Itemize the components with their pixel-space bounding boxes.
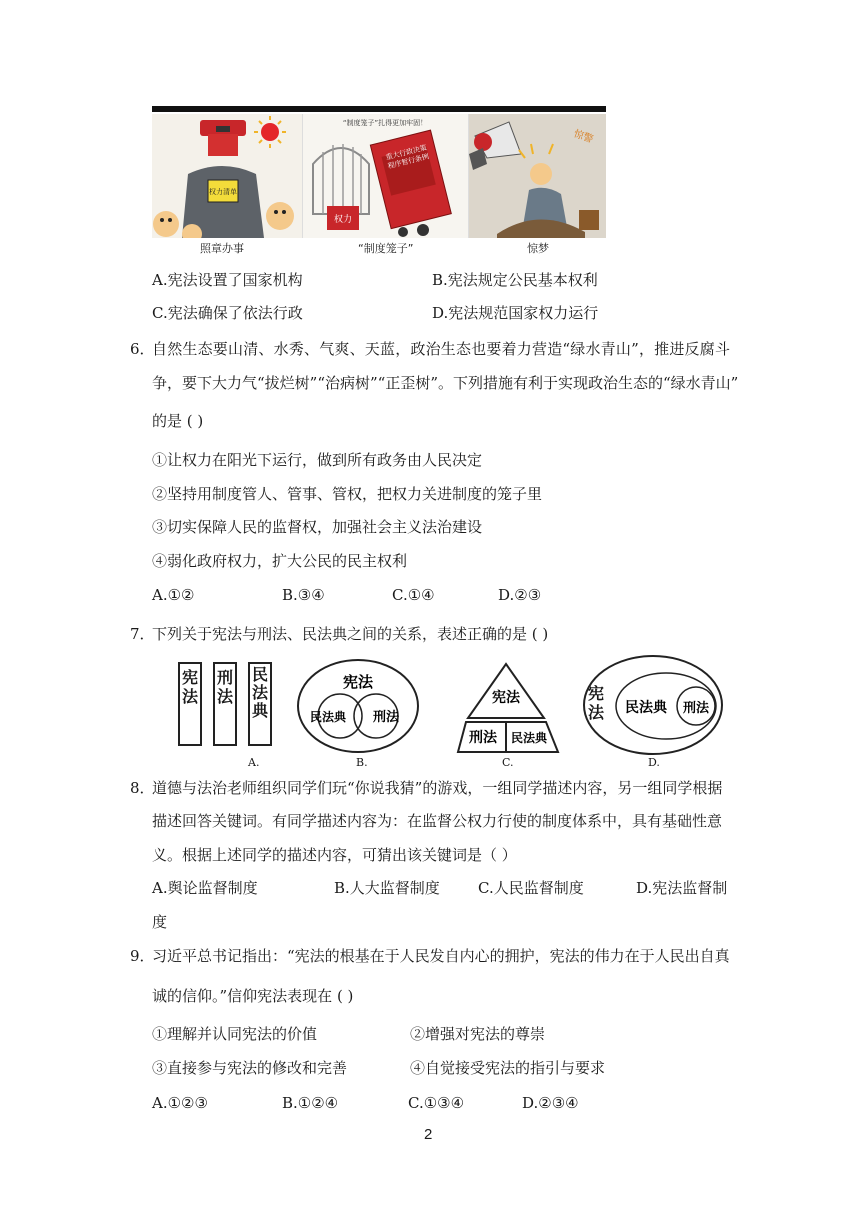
nightmare-illustration (469, 114, 606, 238)
q5-option-b[interactable]: B.宪法规定公民基本权利 (432, 271, 598, 289)
caption-2: “制度笼子” (358, 242, 414, 255)
diagram-c (456, 660, 560, 754)
q6-item-4: ④弱化政府权力，扩大公民的民主权利 (152, 552, 408, 570)
q9-item-1: ①理解并认同宪法的价值 (152, 1025, 318, 1043)
q9-option-d[interactable]: D.②③④ (522, 1094, 579, 1112)
q8-option-d-overflow: 度 (152, 913, 168, 931)
diagram-a-box-2: 刑法 (213, 662, 237, 746)
cartoon-top-bar (152, 106, 606, 112)
caption-3: 惊梦 (527, 242, 549, 255)
q6-option-a[interactable]: A.①② (152, 586, 195, 604)
q6-item-1: ①让权力在阳光下运行，做到所有政务由人民决定 (152, 451, 483, 469)
panel2-power-text: 权力 (333, 215, 353, 225)
diagram-a-box-3: 民法典 (248, 662, 272, 746)
q9-option-a[interactable]: A.①②③ (152, 1094, 208, 1112)
q8-option-b[interactable]: B.人大监督制度 (334, 879, 440, 897)
q8-option-c[interactable]: C.人民监督制度 (478, 879, 584, 897)
cartoon-strip (152, 106, 606, 256)
diagram-d-inner: 刑法 (682, 701, 710, 716)
q6-item-3: ③切实保障人民的监督权，加强社会主义法治建设 (152, 518, 483, 536)
cartoon-panel-1 (152, 114, 303, 238)
q8-option-a[interactable]: A.舆论监督制度 (152, 879, 258, 897)
q6-option-d[interactable]: D.②③ (498, 586, 542, 604)
q5-option-c[interactable]: C.宪法确保了依法行政 (152, 304, 303, 322)
q9-item-3: ③直接参与宪法的修改和完善 (152, 1059, 348, 1077)
cartoon-panel-2 (303, 114, 469, 238)
q9-item-2: ②增强对宪法的尊崇 (410, 1025, 546, 1043)
page-number: 2 (424, 1126, 433, 1143)
panel1-sign-text: 权力清单 (209, 188, 237, 196)
caption-1: 照章办事 (200, 242, 244, 255)
q9-item-4: ④自觉接受宪法的指引与要求 (410, 1059, 606, 1077)
q8-stem-line-2: 描述回答关键词。有同学描述内容为：在监督公权力行使的制度体系中，具有基础性意 (152, 812, 723, 830)
q9-stem-line-2: 诚的信仰。”信仰宪法表现在 ( ) (152, 987, 354, 1005)
q6-stem-line-3: 的是 ( ) (152, 412, 204, 430)
q6-stem-line-1: 自然生态要山清、水秀、气爽、天蓝，政治生态也要着力营造“绿水青山”，推进反腐斗 (152, 340, 731, 358)
diagram-d-label: D. (648, 756, 660, 769)
diagram-c-top: 宪法 (492, 690, 520, 706)
diagram-b-right: 刑法 (372, 710, 400, 725)
q9-option-b[interactable]: B.①②④ (282, 1094, 339, 1112)
q6-item-2: ②坚持用制度管人、管事、管权，把权力关进制度的笼子里 (152, 485, 543, 503)
cartoon-panel-3 (469, 114, 606, 238)
diagram-b-left: 民法典 (309, 710, 347, 724)
diagram-d-outer: 宪法 (588, 684, 605, 722)
diagram-b-outer: 宪法 (342, 673, 374, 691)
panel3-side-text: 惊警 (571, 128, 595, 146)
panel2-banner-text: “制度笼子”扎得更加牢固！ (342, 119, 428, 127)
q7-stem-line-1: 下列关于宪法与刑法、民法典之间的关系，表述正确的是 ( ) (152, 625, 549, 643)
q8-stem-line-1: 道德与法治老师组织同学们玩“你说我猜”的游戏，一组同学描述内容，另一组同学根据 (152, 779, 723, 797)
q9-stem-line-1: 习近平总书记指出：“宪法的根基在于人民发自内心的拥护，宪法的伟力在于人民出自真 (152, 947, 730, 965)
cage-and-book-illustration (303, 114, 468, 238)
q5-option-d[interactable]: D.宪法规范国家权力运行 (432, 304, 599, 322)
q6-option-b[interactable]: B.③④ (282, 586, 325, 604)
diagram-a-box-1: 宪法 (178, 662, 202, 746)
panel2-book-title: 重大行政决策程序暂行条例 (384, 143, 430, 171)
q8-option-d[interactable]: D.宪法监督制 (636, 879, 728, 897)
diagram-d (582, 654, 724, 756)
diagram-b-label: B. (356, 756, 368, 769)
q6-option-c[interactable]: C.①④ (392, 586, 435, 604)
diagram-b (296, 658, 420, 754)
q6-number: 6． (130, 340, 155, 358)
q8-number: 8． (130, 779, 155, 797)
q5-option-a[interactable]: A.宪法设置了国家机构 (152, 271, 303, 289)
q6-stem-line-2: 争，要下大力气“拔烂树”“治病树”“正歪树”。下列措施有利于实现政治生态的“绿水青山” (152, 374, 739, 392)
official-figure-illustration (152, 114, 302, 238)
diagram-d-middle: 民法典 (625, 700, 667, 716)
q7-number: 7． (130, 625, 155, 643)
diagram-c-left: 刑法 (469, 730, 497, 746)
diagram-c-label: C. (502, 756, 514, 769)
q9-number: 9． (130, 947, 155, 965)
q9-option-c[interactable]: C.①③④ (408, 1094, 465, 1112)
q8-stem-line-3: 义。根据上述同学的描述内容，可猜出该关键词是（ ） (152, 846, 517, 864)
diagram-c-right: 民法典 (510, 731, 548, 745)
diagram-a-label: A. (248, 756, 260, 769)
